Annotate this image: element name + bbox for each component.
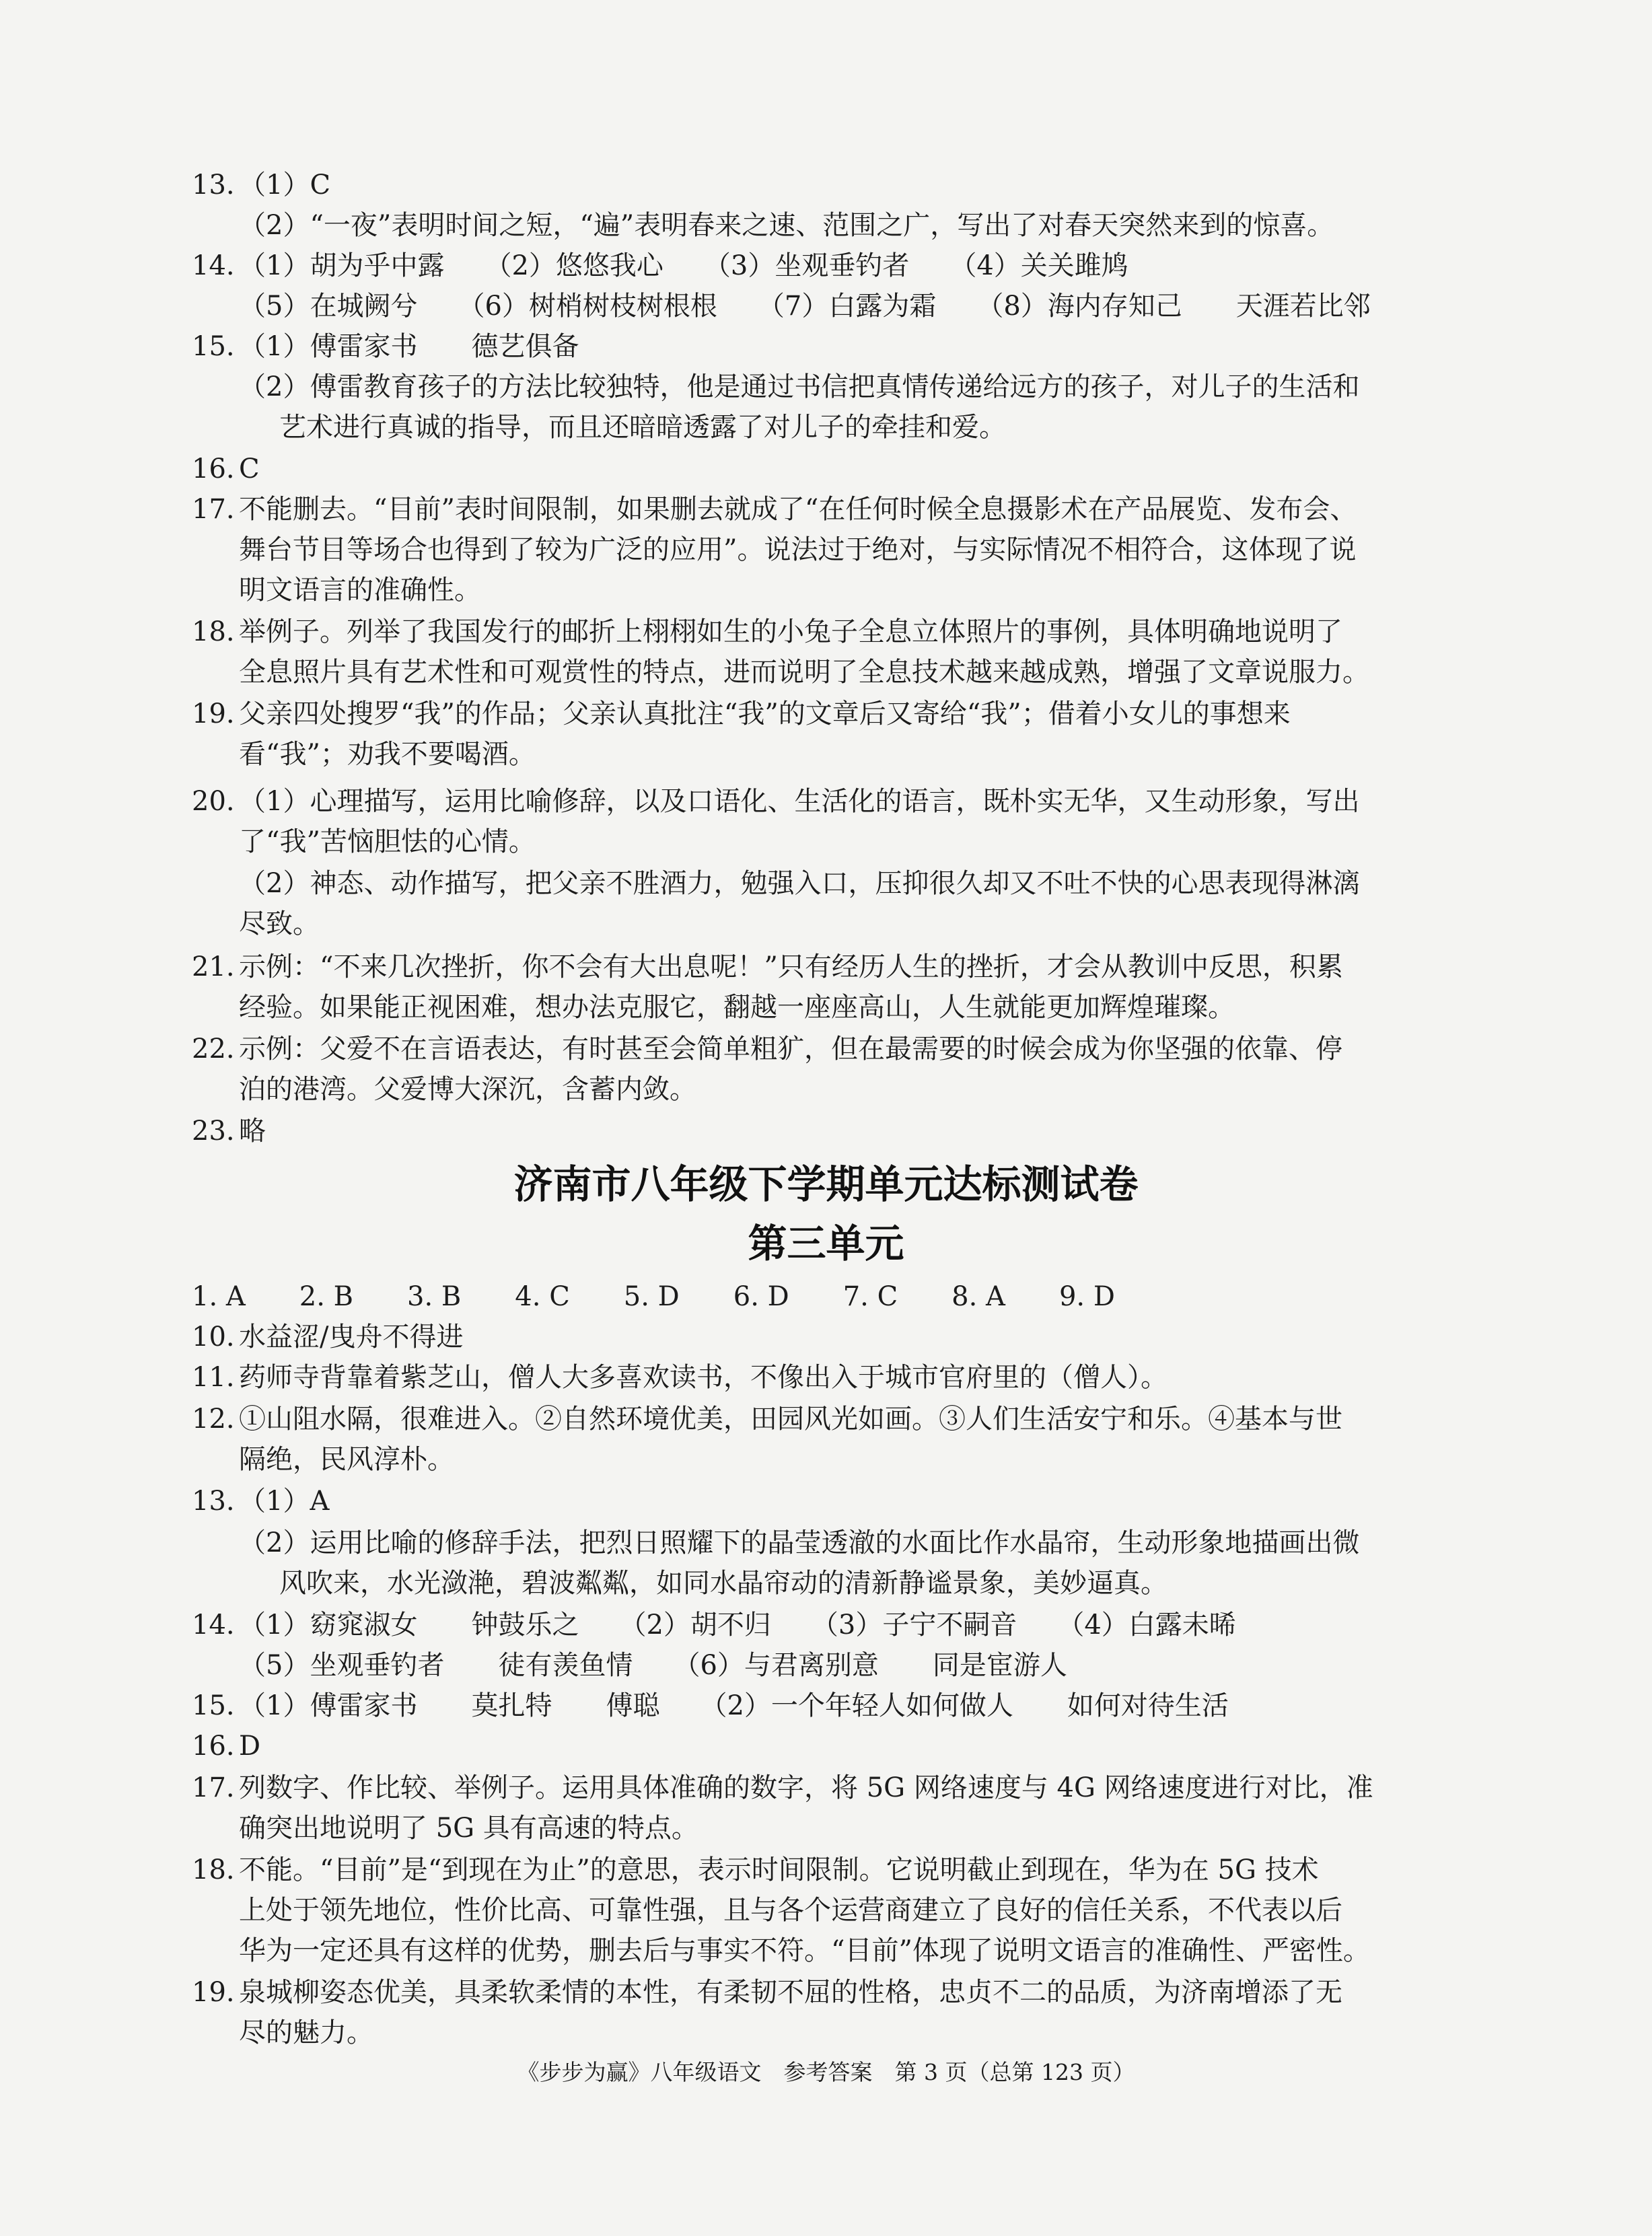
answer-line [239, 864, 1359, 903]
answer-text: 父亲四处搜罗“我”的作品；父亲认真批注“我”的文章后又寄给“我”；借着小女儿的事想来 [239, 698, 1291, 729]
answer-text: 确突出地说明了 5G 具有高速的特点。 [239, 1813, 698, 1844]
answer-text: C [239, 454, 260, 484]
answer-text: ①山阻水隔，很难进入。②自然环境优美，田园风光如画。③人们生活安宁和乐。④基本与世 [239, 1404, 1342, 1435]
answer-line [239, 1809, 698, 1848]
answer-line [192, 1973, 1342, 2012]
answer-text: （2）运用比喻的修辞手法，把烈日照耀下的晶莹透澈的水面比作水晶帘，生动形象地描画出微 [239, 1527, 1360, 1558]
answer-line [192, 1318, 463, 1357]
question-number: 22. [192, 1034, 235, 1065]
question-number: 14. [192, 250, 235, 281]
answer-text: 列数字、作比较、举例子。运用具体准确的数字，将 5G 网络速度与 4G 网络速度进行对比，准 [239, 1772, 1373, 1803]
answer-line [239, 988, 1235, 1027]
answer-line [239, 1440, 454, 1479]
answer-line [192, 490, 1357, 529]
answer-line [192, 1850, 1319, 1889]
answer-line [192, 1400, 1342, 1439]
answer-line [239, 206, 1334, 245]
answer-text: 药师寺背靠着紫芝山，僧人大多喜欢读书，不像出入于城市官府里的（僧人）。 [239, 1362, 1168, 1393]
answer-text: 水益涩/曳舟不得进 [239, 1322, 464, 1353]
question-number: 21. [192, 951, 235, 982]
answer-line [239, 1646, 1067, 1685]
answer-line [192, 246, 1128, 285]
question-number: 17. [192, 494, 235, 525]
page-footer: 《步步为赢》八年级语文 参考答案 第 3 页（总第 123 页） [517, 2059, 1135, 2085]
answer-text: 不能。“目前”是“到现在为止”的意思，表示时间限制。它说明截止到现在，华为在 5G 技术 [239, 1854, 1319, 1885]
answer-text: （2）神态、动作描写，把父亲不胜酒力，勉强入口，压抑很久却又不吐不快的心思表现得淋漓 [239, 868, 1360, 899]
answer-text: （2）傅雷教育孩子的方法比较独特，他是通过书信把真情传递给远方的孩子，对儿子的生活和 [239, 371, 1360, 402]
question-number: 18. [192, 1854, 235, 1885]
answer-line [239, 1931, 1370, 1970]
answer-text: （1）胡为乎中露 （2）悠悠我心 （3）坐观垂钓者 （4）关关雎鸠 [239, 250, 1128, 281]
answer-text: （2）“一夜”表明时间之短，“遍”表明春来之速、范围之广，写出了对春天突然来到的惊喜。 [239, 210, 1334, 241]
question-number: 16. [192, 454, 235, 484]
answer-text: 全息照片具有艺术性和可观赏性的特点，进而说明了全息技术越来越成熟，增强了文章说服力。 [239, 657, 1369, 688]
exam-title: 济南市八年级下学期单元达标测试卷 [513, 1161, 1139, 1207]
answer-text: 经验。如果能正视困难，想办法克服它，翻越一座座高山，人生就能更加辉煌璀璨。 [239, 992, 1235, 1023]
answer-text: 华为一定还具有这样的优势，删去后与事实不符。“目前”体现了说明文语言的准确性、严密性。 [239, 1935, 1370, 1966]
question-number: 23. [192, 1116, 235, 1147]
answer-text: 了“我”苦恼胆怯的心情。 [239, 826, 536, 857]
answer-line [192, 1727, 260, 1766]
answer-text: 1. A 2. B 3. B 4. C 5. D 6. D 7. C 8. A 9. D [192, 1281, 1115, 1312]
answer-text: 尽的魅力。 [239, 2017, 373, 2048]
answer-line [239, 530, 1356, 569]
answer-line [192, 1686, 1229, 1725]
answer-line [192, 166, 330, 205]
answer-text: 泉城柳姿态优美，具柔软柔情的本性，有柔韧不屈的性格，忠贞不二的品质，为济南增添了无 [239, 1977, 1342, 2008]
answer-text: 看“我”；劝我不要喝酒。 [239, 739, 536, 770]
answer-line [239, 287, 1371, 326]
question-number: 19. [192, 1977, 235, 2008]
answer-line [192, 1112, 266, 1151]
answer-line [279, 408, 1006, 447]
answer-text: 示例：父爱不在言语表达，有时甚至会简单粗犷，但在最需要的时候会成为你坚强的依靠、停 [239, 1034, 1342, 1065]
answer-text: （1）傅雷家书 莫扎特 傅聪 （2）一个年轻人如何做人 如何对待生活 [239, 1690, 1229, 1721]
answer-text: （1）A [239, 1486, 330, 1517]
answer-line [239, 571, 481, 610]
question-number: 11. [192, 1362, 235, 1393]
answer-line [192, 1768, 1373, 1807]
answer-line [192, 327, 579, 366]
answer-line [192, 1030, 1342, 1069]
answer-line [192, 1606, 1236, 1645]
answer-line [239, 653, 1369, 692]
answer-line [279, 1564, 1168, 1603]
question-number: 15. [192, 331, 235, 362]
question-number: 16. [192, 1731, 235, 1762]
answer-text: 尽致。 [239, 908, 320, 939]
question-number: 12. [192, 1404, 235, 1435]
question-number: 14. [192, 1610, 235, 1640]
answer-text: （1）心理描写，运用比喻修辞，以及口语化、生活化的语言，既朴实无华，又生动形象，写出 [239, 786, 1360, 817]
answer-text: 略 [239, 1116, 266, 1147]
answer-line [239, 735, 536, 774]
answer-text: （5）在城阙兮 （6）树梢树枝树根根 （7）白露为霜 （8）海内存知己 天涯若比邻 [239, 291, 1371, 322]
question-number: 10. [192, 1322, 235, 1353]
answer-text: 示例：“不来几次挫折，你不会有大出息呢！”只有经历人生的挫折，才会从教训中反思，积累 [239, 951, 1343, 982]
question-number: 18. [192, 616, 235, 647]
question-number: 15. [192, 1690, 235, 1721]
answer-line [239, 367, 1359, 406]
unit-title: 第三单元 [748, 1221, 904, 1266]
answer-line [239, 1070, 696, 1109]
answer-text: 上处于领先地位，性价比高、可靠性强，且与各个运营商建立了良好的信任关系，不代表以后 [239, 1895, 1342, 1926]
answer-text: 风吹来，水光潋滟，碧波粼粼，如同水晶帘动的清新静谧景象，美妙逼真。 [279, 1568, 1168, 1599]
answer-line [192, 1482, 329, 1521]
question-number: 13. [192, 170, 235, 201]
answer-line [192, 947, 1343, 986]
answer-text: （1）C [239, 170, 331, 201]
answer-text: D [239, 1731, 261, 1762]
question-number: 17. [192, 1772, 235, 1803]
answer-text: 明文语言的准确性。 [239, 575, 481, 606]
question-number: 20. [192, 786, 235, 817]
answer-text: （1）窈窕淑女 钟鼓乐之 （2）胡不归 （3）子宁不嗣音 （4）白露未晞 [239, 1610, 1236, 1640]
question-number: 13. [192, 1486, 235, 1517]
answer-text: 隔绝，民风淳朴。 [239, 1444, 454, 1475]
answer-line [192, 1277, 1115, 1316]
answer-line [192, 782, 1359, 821]
answer-line [239, 904, 320, 943]
answer-line [192, 694, 1291, 733]
answer-text: 泊的港湾。父爱博大深沉，含蓄内敛。 [239, 1074, 696, 1105]
answer-text: 舞台节目等场合也得到了较为广泛的应用”。说法过于绝对，与实际情况不相符合，这体现了说 [239, 534, 1357, 565]
answer-text: （5）坐观垂钓者 徒有羡鱼情 （6）与君离别意 同是宦游人 [239, 1650, 1067, 1681]
answer-text: 不能删去。“目前”表时间限制，如果删去就成了“在任何时候全息摄影术在产品展览、发布会、 [239, 494, 1357, 525]
question-number: 19. [192, 698, 235, 729]
answer-text: （1）傅雷家书 德艺俱备 [239, 331, 579, 362]
answer-line [192, 612, 1342, 651]
answer-line [239, 822, 536, 861]
answer-line [239, 2013, 373, 2052]
answer-line [239, 1891, 1342, 1930]
answer-line [239, 1523, 1359, 1562]
answer-text: 举例子。列举了我国发行的邮折上栩栩如生的小兔子全息立体照片的事例，具体明确地说明了 [239, 616, 1342, 647]
answer-line [192, 1358, 1168, 1397]
answer-line [192, 449, 260, 489]
answer-text: 艺术进行真诚的指导，而且还暗暗透露了对儿子的牵挂和爱。 [279, 412, 1006, 443]
